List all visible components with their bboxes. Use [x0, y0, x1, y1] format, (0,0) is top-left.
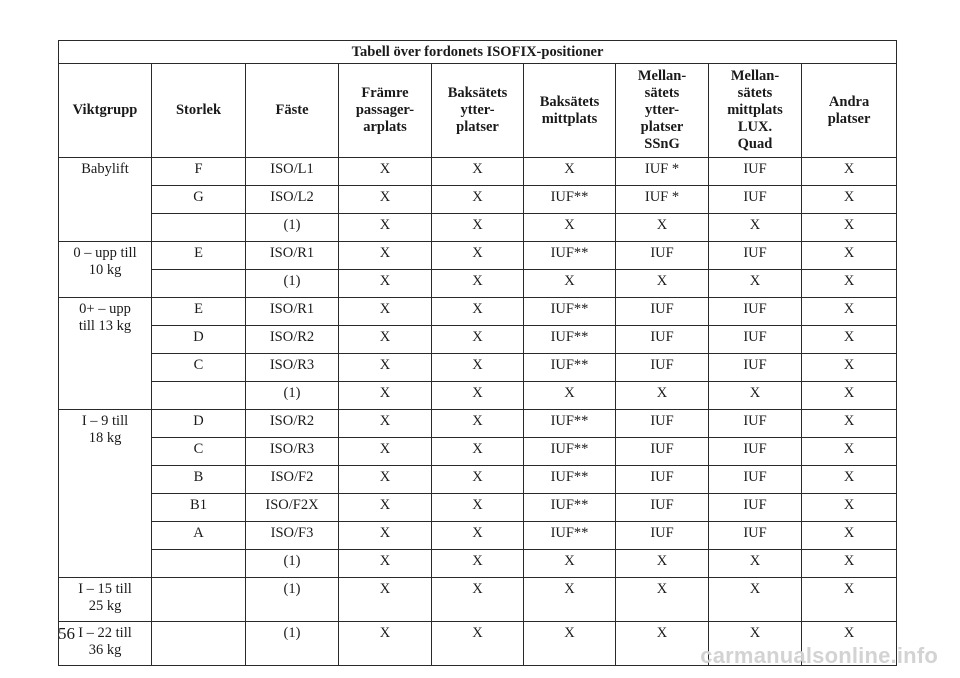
table-cell: IUF	[709, 298, 802, 326]
table-cell: ISO/F2	[246, 466, 339, 494]
table-cell: IUF	[616, 354, 709, 382]
table-cell: X	[432, 270, 524, 298]
table-cell: X	[432, 354, 524, 382]
table-cell: E	[152, 298, 246, 326]
col-baksatets-ytterplatser: Baksätets ytter- platser	[432, 64, 524, 158]
table-cell: IUF**	[524, 326, 616, 354]
table-cell: IUF	[709, 354, 802, 382]
weight-group-cell: Babylift	[59, 158, 152, 242]
table-row	[59, 186, 897, 214]
table-cell: ISO/R1	[246, 242, 339, 270]
table-cell: X	[616, 382, 709, 410]
table-cell: X	[339, 494, 432, 522]
table-cell	[152, 382, 246, 410]
table-cell: D	[152, 410, 246, 438]
table-cell: IUF	[616, 494, 709, 522]
table-row	[59, 158, 897, 186]
table-cell: IUF**	[524, 242, 616, 270]
table-cell: X	[432, 242, 524, 270]
table-cell: X	[339, 382, 432, 410]
table-row	[59, 578, 897, 622]
table-cell: X	[339, 622, 432, 666]
table-cell: X	[432, 550, 524, 578]
table-cell: X	[709, 622, 802, 666]
watermark: carmanualsonline.info	[700, 643, 938, 668]
table-cell: X	[802, 214, 897, 242]
table-cell: X	[709, 578, 802, 622]
table-cell: X	[339, 466, 432, 494]
table-cell	[152, 214, 246, 242]
table-cell: X	[802, 298, 897, 326]
table-cell: X	[339, 550, 432, 578]
table-cell: IUF *	[616, 186, 709, 214]
col-viktgrupp: Viktgrupp	[59, 64, 152, 158]
table-cell: IUF	[709, 158, 802, 186]
table-cell: X	[802, 186, 897, 214]
table-cell: X	[432, 186, 524, 214]
weight-group-cell: I – 9 till 18 kg	[59, 410, 152, 578]
table-cell: IUF**	[524, 298, 616, 326]
col-faste: Fäste	[246, 64, 339, 158]
table-cell: IUF	[709, 466, 802, 494]
table-cell: X	[339, 298, 432, 326]
table-cell: X	[339, 522, 432, 550]
table-cell: ISO/L1	[246, 158, 339, 186]
table-cell: X	[802, 622, 897, 666]
table-cell: IUF**	[524, 186, 616, 214]
table-cell: IUF	[709, 494, 802, 522]
weight-group-cell: 0 – upp till 10 kg	[59, 242, 152, 298]
table-cell: A	[152, 522, 246, 550]
table-cell: X	[802, 578, 897, 622]
table-cell: X	[339, 438, 432, 466]
table-cell: (1)	[246, 622, 339, 666]
table-cell: X	[432, 410, 524, 438]
table-cell: (1)	[246, 550, 339, 578]
table-cell: B1	[152, 494, 246, 522]
table-cell: X	[339, 326, 432, 354]
table-cell: ISO/L2	[246, 186, 339, 214]
table-cell: X	[524, 622, 616, 666]
table-cell	[152, 270, 246, 298]
table-cell: (1)	[246, 382, 339, 410]
table-cell: IUF	[709, 438, 802, 466]
table-cell: X	[524, 550, 616, 578]
weight-group-cell: 0+ – upp till 13 kg	[59, 298, 152, 410]
table-cell: X	[432, 494, 524, 522]
table-cell: ISO/R3	[246, 438, 339, 466]
table-cell: B	[152, 466, 246, 494]
isofix-table	[58, 40, 897, 666]
table-cell	[152, 622, 246, 666]
table-cell: X	[339, 214, 432, 242]
table-cell: X	[616, 578, 709, 622]
table-cell: IUF	[616, 410, 709, 438]
table-cell: X	[339, 158, 432, 186]
table-cell: X	[339, 186, 432, 214]
table-cell: X	[616, 270, 709, 298]
table-cell: F	[152, 158, 246, 186]
table-cell: X	[339, 270, 432, 298]
table-cell: X	[802, 158, 897, 186]
table-cell: X	[524, 270, 616, 298]
table-cell: X	[616, 550, 709, 578]
table-cell: X	[339, 354, 432, 382]
table-row	[59, 494, 897, 522]
col-andra-platser: Andra platser	[802, 64, 897, 158]
table-cell: X	[616, 214, 709, 242]
weight-group-cell: I – 22 till 36 kg	[59, 622, 152, 666]
table-cell: X	[432, 622, 524, 666]
table-cell: ISO/R2	[246, 410, 339, 438]
table-cell: ISO/F2X	[246, 494, 339, 522]
table-row	[59, 270, 897, 298]
table-cell: (1)	[246, 578, 339, 622]
table-cell: X	[432, 214, 524, 242]
table-cell: X	[709, 270, 802, 298]
table-cell: IUF**	[524, 522, 616, 550]
table-cell: X	[524, 578, 616, 622]
table-cell: IUF**	[524, 466, 616, 494]
table-cell: D	[152, 326, 246, 354]
table-row	[59, 214, 897, 242]
col-storlek: Storlek	[152, 64, 246, 158]
table-cell: X	[616, 622, 709, 666]
table-cell: X	[802, 466, 897, 494]
table-cell: X	[339, 410, 432, 438]
table-cell: IUF	[616, 466, 709, 494]
table-row	[59, 298, 897, 326]
table-cell: IUF**	[524, 410, 616, 438]
table-cell	[152, 550, 246, 578]
table-cell: (1)	[246, 270, 339, 298]
table-cell: X	[432, 466, 524, 494]
table-cell: IUF *	[616, 158, 709, 186]
table-cell: IUF	[616, 242, 709, 270]
table-cell: (1)	[246, 214, 339, 242]
table-cell: IUF	[616, 298, 709, 326]
table-row	[59, 466, 897, 494]
table-cell: X	[802, 550, 897, 578]
table-cell: X	[432, 382, 524, 410]
table-cell: IUF**	[524, 354, 616, 382]
table-cell: X	[709, 382, 802, 410]
table-cell: IUF	[616, 326, 709, 354]
table-row	[59, 326, 897, 354]
table-cell: X	[802, 410, 897, 438]
table-row	[59, 410, 897, 438]
table-cell: C	[152, 354, 246, 382]
table-row	[59, 522, 897, 550]
table-cell: X	[432, 522, 524, 550]
table-cell: X	[339, 242, 432, 270]
table-cell: X	[802, 438, 897, 466]
table-cell: X	[802, 382, 897, 410]
table-cell: X	[802, 522, 897, 550]
table-cell: X	[432, 326, 524, 354]
table-cell: IUF**	[524, 494, 616, 522]
col-mellansatets-ytterplatser-ssng: Mellan- sätets ytter- platser SSnG	[616, 64, 709, 158]
table-row	[59, 354, 897, 382]
table-cell: IUF	[709, 186, 802, 214]
table-row	[59, 550, 897, 578]
table-cell: IUF	[709, 326, 802, 354]
table-cell: X	[432, 298, 524, 326]
table-body	[59, 158, 897, 666]
table-cell: X	[339, 578, 432, 622]
table-row	[59, 382, 897, 410]
table-cell: C	[152, 438, 246, 466]
table-cell: E	[152, 242, 246, 270]
table-row	[59, 242, 897, 270]
table-title: Tabell över fordonets ISOFIX-positioner	[59, 41, 897, 64]
col-baksatets-mittplats: Baksätets mittplats	[524, 64, 616, 158]
table-cell: X	[524, 382, 616, 410]
table-cell: IUF	[616, 522, 709, 550]
table-cell: IUF	[616, 438, 709, 466]
table-cell: IUF	[709, 242, 802, 270]
table-cell: ISO/R1	[246, 298, 339, 326]
table-cell: X	[709, 214, 802, 242]
column-header-row	[59, 64, 897, 158]
table-cell: X	[524, 214, 616, 242]
table-cell: G	[152, 186, 246, 214]
page-number: 56	[58, 624, 75, 643]
table-cell: X	[432, 158, 524, 186]
table-cell: X	[709, 550, 802, 578]
table-cell: ISO/R2	[246, 326, 339, 354]
table-cell	[152, 578, 246, 622]
table-cell: IUF**	[524, 438, 616, 466]
col-framre-passagerarplats: Främre passager- arplats	[339, 64, 432, 158]
table-row	[59, 438, 897, 466]
table-cell: X	[432, 438, 524, 466]
table-cell: X	[524, 158, 616, 186]
col-mellansatets-mittplats-lux-quad: Mellan- sätets mittplats LUX. Quad	[709, 64, 802, 158]
table-cell: X	[802, 494, 897, 522]
weight-group-cell: I – 15 till 25 kg	[59, 578, 152, 622]
table-cell: ISO/R3	[246, 354, 339, 382]
table-cell: IUF	[709, 522, 802, 550]
table-cell: X	[802, 242, 897, 270]
table-cell: X	[802, 270, 897, 298]
table-cell: X	[802, 326, 897, 354]
table-cell: ISO/F3	[246, 522, 339, 550]
table-cell: IUF	[709, 410, 802, 438]
table-cell: X	[432, 578, 524, 622]
table-cell: X	[802, 354, 897, 382]
